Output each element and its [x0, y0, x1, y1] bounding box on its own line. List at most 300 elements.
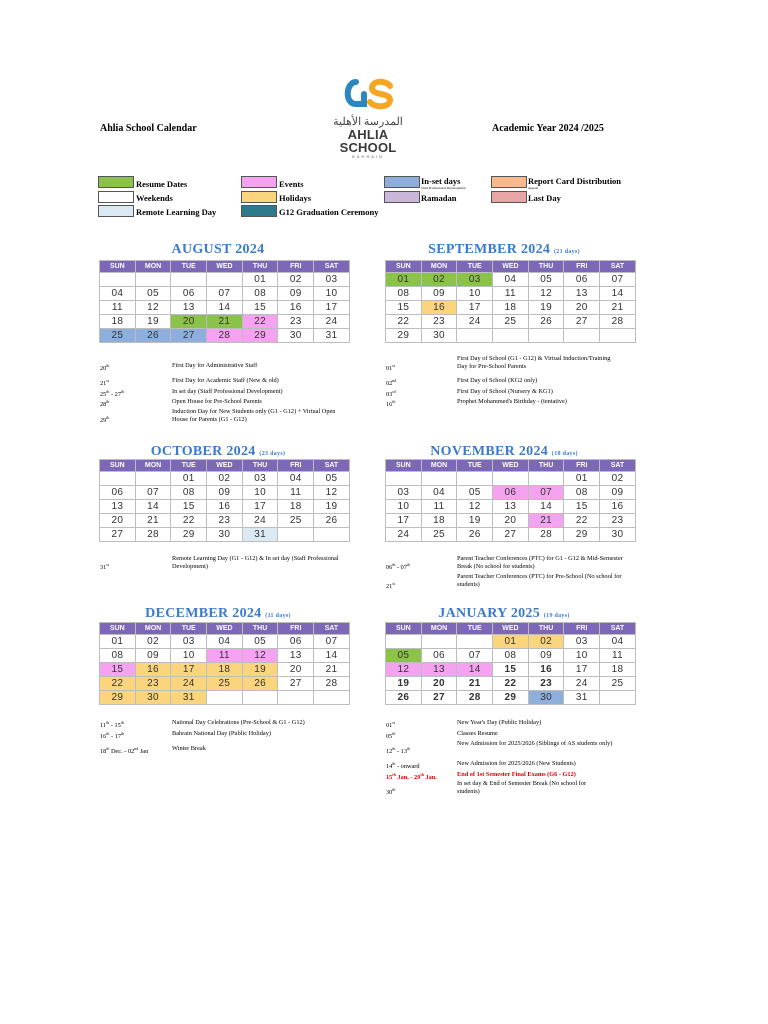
- legend-swatch-ramadan: [384, 191, 420, 203]
- note-date: 05th: [386, 731, 396, 741]
- week-row: [386, 273, 636, 287]
- weekday-header: SUN: [386, 460, 422, 472]
- day-cell: 07: [135, 486, 171, 500]
- calendar-december: [99, 622, 350, 705]
- day-cell: 15: [564, 500, 600, 514]
- day-cell: 15: [171, 500, 207, 514]
- note-text: New Admission for 2025/2026 (New Students): [457, 760, 576, 767]
- day-cell: 19: [314, 500, 350, 514]
- day-cell: 01: [171, 472, 207, 486]
- weekday-header: MON: [421, 623, 457, 635]
- note-date: 31st: [100, 562, 109, 572]
- note-date: 16th: [386, 399, 396, 409]
- month-days-count: (18 days): [551, 451, 578, 457]
- day-cell: 14: [314, 649, 350, 663]
- day-cell: 04: [493, 273, 529, 287]
- legend-swatch-resume: [98, 176, 134, 188]
- day-cell: 10: [386, 500, 422, 514]
- day-cell: 09: [600, 486, 636, 500]
- day-cell: 14: [207, 301, 243, 315]
- week-row: [100, 486, 350, 500]
- day-cell: 07: [600, 273, 636, 287]
- day-cell: 17: [314, 301, 350, 315]
- day-cell: 22: [564, 514, 600, 528]
- week-row: [100, 329, 350, 343]
- weekday-header: SAT: [314, 460, 350, 472]
- legend-label-resume: Resume Dates: [136, 179, 188, 189]
- calendar-october: [99, 459, 350, 542]
- day-cell: 20: [493, 514, 529, 528]
- day-cell: 31: [171, 691, 207, 705]
- day-cell: 08: [242, 287, 278, 301]
- day-cell: 03: [564, 635, 600, 649]
- day-cell: 06: [564, 273, 600, 287]
- day-cell: [278, 528, 314, 542]
- day-cell: 25: [493, 315, 529, 329]
- day-cell: 06: [171, 287, 207, 301]
- day-cell: 21: [457, 677, 493, 691]
- weekday-header: FRI: [278, 460, 314, 472]
- day-cell: 07: [457, 649, 493, 663]
- day-cell: 11: [100, 301, 136, 315]
- day-cell: 14: [135, 500, 171, 514]
- day-cell: [207, 273, 243, 287]
- weekday-header: FRI: [564, 460, 600, 472]
- weekday-header: WED: [207, 261, 243, 273]
- day-cell: [564, 329, 600, 343]
- day-cell: 30: [421, 329, 457, 343]
- day-cell: 05: [242, 635, 278, 649]
- day-cell: 11: [600, 649, 636, 663]
- day-cell: 23: [421, 315, 457, 329]
- note-text: Induction Day for New Students only (G1 - G12) + Virtual Open House for Parents (G1 - G12): [172, 408, 336, 423]
- day-cell: 12: [242, 649, 278, 663]
- day-cell: 12: [386, 663, 422, 677]
- day-cell: 14: [457, 663, 493, 677]
- day-cell: 16: [135, 663, 171, 677]
- day-cell: [386, 635, 422, 649]
- weekday-header: THU: [528, 261, 564, 273]
- week-row: [100, 287, 350, 301]
- day-cell: 07: [314, 635, 350, 649]
- day-cell: 17: [171, 663, 207, 677]
- weekday-header: WED: [207, 623, 243, 635]
- day-cell: 01: [100, 635, 136, 649]
- note-text: Open House for Pre-School Parents: [172, 398, 262, 405]
- weekday-header: THU: [242, 261, 278, 273]
- day-cell: 27: [493, 528, 529, 542]
- note-text: First Day for Administrative Staff: [172, 362, 258, 369]
- day-cell: 27: [564, 315, 600, 329]
- day-cell: 17: [457, 301, 493, 315]
- legend-swatch-inset: [384, 176, 420, 188]
- day-cell: 04: [600, 635, 636, 649]
- note-date: 02nd: [386, 378, 397, 388]
- note-date: 14th - onward: [386, 761, 420, 771]
- day-cell: 23: [600, 514, 636, 528]
- day-cell: 13: [278, 649, 314, 663]
- day-cell: 18: [100, 315, 136, 329]
- day-cell: 20: [564, 301, 600, 315]
- day-cell: 01: [564, 472, 600, 486]
- note-text: In set day & End of Semester Break (No school for students): [457, 780, 587, 795]
- day-cell: 01: [242, 273, 278, 287]
- month-name: JANUARY 2025: [438, 606, 541, 621]
- day-cell: 30: [207, 528, 243, 542]
- day-cell: [242, 691, 278, 705]
- week-row: [386, 301, 636, 315]
- legend-label-holidays: Holidays: [279, 193, 312, 203]
- legend-label-graduation: G12 Graduation Ceremony: [279, 207, 379, 217]
- day-cell: 30: [278, 329, 314, 343]
- day-cell: 03: [457, 273, 493, 287]
- day-cell: 10: [242, 486, 278, 500]
- day-cell: [207, 691, 243, 705]
- day-cell: 05: [528, 273, 564, 287]
- month-days-count: (23 days): [259, 451, 286, 457]
- day-cell: 05: [457, 486, 493, 500]
- note-text: First Day of School (Nursery & KG1): [457, 388, 553, 395]
- day-cell: 18: [207, 663, 243, 677]
- day-cell: 29: [493, 691, 529, 705]
- day-cell: 29: [171, 528, 207, 542]
- week-row: [386, 472, 636, 486]
- day-cell: 06: [100, 486, 136, 500]
- note-date: 03rd: [386, 389, 396, 399]
- day-cell: 19: [528, 301, 564, 315]
- day-cell: 17: [564, 663, 600, 677]
- weekday-header: MON: [421, 460, 457, 472]
- day-cell: 03: [386, 486, 422, 500]
- note-date: 21st: [386, 581, 395, 591]
- legend-swatch-graduation: [241, 205, 277, 217]
- legend-swatch-events: [241, 176, 277, 188]
- day-cell: 24: [564, 677, 600, 691]
- day-cell: 25: [278, 514, 314, 528]
- week-row: [386, 315, 636, 329]
- note-text: First Day for Academic Staff (New & old): [172, 377, 279, 384]
- school-logo: [328, 78, 408, 159]
- day-cell: 02: [528, 635, 564, 649]
- weekday-header: MON: [135, 623, 171, 635]
- legend-swatch-lastday: [491, 191, 527, 203]
- day-cell: 12: [135, 301, 171, 315]
- day-cell: 29: [564, 528, 600, 542]
- day-cell: 20: [278, 663, 314, 677]
- day-cell: 03: [171, 635, 207, 649]
- week-row: [100, 315, 350, 329]
- weekday-header: FRI: [278, 261, 314, 273]
- day-cell: 11: [207, 649, 243, 663]
- day-cell: 13: [421, 663, 457, 677]
- note-date: 16th - 17th: [100, 731, 125, 741]
- month-name: NOVEMBER 2024: [430, 444, 549, 459]
- day-cell: [457, 635, 493, 649]
- calendar-september: [385, 260, 636, 343]
- day-cell: 27: [171, 329, 207, 343]
- weekday-header: FRI: [564, 623, 600, 635]
- weekday-header: TUE: [171, 460, 207, 472]
- week-row: [386, 514, 636, 528]
- day-cell: 29: [386, 329, 422, 343]
- day-cell: 29: [242, 329, 278, 343]
- day-cell: [528, 329, 564, 343]
- weekday-header: THU: [242, 623, 278, 635]
- weekday-header: TUE: [171, 261, 207, 273]
- day-cell: 07: [207, 287, 243, 301]
- note-text: New Admission for 2025/2026 (Siblings of AS students only): [457, 740, 613, 747]
- weekday-header: SUN: [100, 623, 136, 635]
- day-cell: 22: [493, 677, 529, 691]
- day-cell: [421, 472, 457, 486]
- weekday-header: TUE: [457, 460, 493, 472]
- day-cell: 22: [242, 315, 278, 329]
- day-cell: 08: [100, 649, 136, 663]
- day-cell: 02: [207, 472, 243, 486]
- day-cell: 10: [314, 287, 350, 301]
- day-cell: 02: [278, 273, 314, 287]
- calendar-title: Ahlia School Calendar: [100, 123, 197, 134]
- legend-swatch-report: [491, 176, 527, 188]
- day-cell: 19: [457, 514, 493, 528]
- day-cell: [314, 691, 350, 705]
- note-text: Parent Teacher Conferences (PTC) for Pre-School (No school for students): [457, 573, 622, 588]
- day-cell: 17: [386, 514, 422, 528]
- day-cell: 28: [314, 677, 350, 691]
- day-cell: 28: [207, 329, 243, 343]
- month-name: DECEMBER 2024: [145, 606, 262, 621]
- month-name: SEPTEMBER 2024: [428, 242, 551, 257]
- day-cell: 02: [421, 273, 457, 287]
- week-row: [100, 273, 350, 287]
- note-date: 20th: [100, 363, 110, 373]
- week-row: [100, 472, 350, 486]
- day-cell: 01: [493, 635, 529, 649]
- day-cell: 04: [421, 486, 457, 500]
- day-cell: [600, 329, 636, 343]
- day-cell: 22: [100, 677, 136, 691]
- weekday-header: SAT: [314, 261, 350, 273]
- day-cell: 03: [314, 273, 350, 287]
- note-text: Bahrain National Day (Public Holiday): [172, 730, 271, 737]
- day-cell: 06: [493, 486, 529, 500]
- weekday-header: SUN: [100, 261, 136, 273]
- week-row: [100, 635, 350, 649]
- day-cell: [386, 472, 422, 486]
- day-cell: 24: [314, 315, 350, 329]
- legend-label-ramadan: Ramadan: [421, 193, 457, 203]
- month-name: AUGUST 2024: [171, 242, 265, 257]
- note-date: 12th - 13th: [386, 746, 411, 756]
- day-cell: [100, 472, 136, 486]
- day-cell: [493, 472, 529, 486]
- day-cell: 26: [386, 691, 422, 705]
- day-cell: 21: [135, 514, 171, 528]
- day-cell: 28: [600, 315, 636, 329]
- day-cell: 26: [314, 514, 350, 528]
- week-row: [100, 677, 350, 691]
- week-row: [386, 528, 636, 542]
- day-cell: 08: [171, 486, 207, 500]
- week-row: [386, 500, 636, 514]
- week-row: [386, 663, 636, 677]
- note-date: 25th - 27th: [100, 389, 125, 399]
- weekday-header: FRI: [564, 261, 600, 273]
- day-cell: 24: [171, 677, 207, 691]
- weekday-header: WED: [493, 623, 529, 635]
- day-cell: [457, 472, 493, 486]
- day-cell: 13: [493, 500, 529, 514]
- day-cell: 05: [386, 649, 422, 663]
- calendar-january: [385, 622, 636, 705]
- week-row: [100, 500, 350, 514]
- day-cell: [528, 472, 564, 486]
- day-cell: 09: [278, 287, 314, 301]
- day-cell: [314, 528, 350, 542]
- week-row: [100, 301, 350, 315]
- logo-arabic-text: المدرسة الأهلية: [333, 116, 403, 128]
- day-cell: [600, 691, 636, 705]
- note-date: 18th Dec. - 02nd Jan: [100, 746, 149, 756]
- day-cell: 10: [457, 287, 493, 301]
- day-cell: 05: [135, 287, 171, 301]
- day-cell: 28: [457, 691, 493, 705]
- weekday-header: WED: [207, 460, 243, 472]
- day-cell: 09: [421, 287, 457, 301]
- note-text: Winter Break: [172, 745, 206, 752]
- legend-swatch-weekends: [98, 191, 134, 203]
- note-date: 21st: [100, 378, 109, 388]
- month-title-november: [385, 444, 623, 460]
- weekday-header: SAT: [600, 460, 636, 472]
- day-cell: 20: [421, 677, 457, 691]
- day-cell: 21: [528, 514, 564, 528]
- day-cell: 20: [100, 514, 136, 528]
- day-cell: 22: [171, 514, 207, 528]
- week-row: [386, 649, 636, 663]
- day-cell: 15: [493, 663, 529, 677]
- day-cell: 20: [171, 315, 207, 329]
- weekday-header: SAT: [314, 623, 350, 635]
- day-cell: 16: [528, 663, 564, 677]
- note-date: 28th: [100, 399, 110, 409]
- logo-mark-icon: [342, 78, 394, 110]
- day-cell: 26: [135, 329, 171, 343]
- note-text: First Day of School (G1 - G12) & Virtual Induction/Training Day for Pre-School Parents: [457, 355, 611, 370]
- day-cell: 25: [100, 329, 136, 343]
- day-cell: 18: [493, 301, 529, 315]
- day-cell: 15: [242, 301, 278, 315]
- day-cell: 26: [242, 677, 278, 691]
- logo-english-text: AHLIA SCHOOL: [339, 127, 397, 155]
- day-cell: [100, 273, 136, 287]
- note-text: Remote Learning Day (G1 - G12) & In set day (Staff Professional Development): [172, 555, 339, 570]
- day-cell: 29: [100, 691, 136, 705]
- day-cell: 08: [386, 287, 422, 301]
- month-title-december: [99, 606, 337, 622]
- legend-swatch-remote: [98, 205, 134, 217]
- weekday-header: TUE: [457, 623, 493, 635]
- day-cell: 23: [278, 315, 314, 329]
- day-cell: 17: [242, 500, 278, 514]
- day-cell: 12: [457, 500, 493, 514]
- day-cell: [278, 691, 314, 705]
- week-row: [386, 691, 636, 705]
- day-cell: 31: [564, 691, 600, 705]
- day-cell: 10: [171, 649, 207, 663]
- weekday-header: MON: [135, 460, 171, 472]
- week-row: [100, 649, 350, 663]
- day-cell: 18: [278, 500, 314, 514]
- day-cell: 06: [278, 635, 314, 649]
- day-cell: 09: [135, 649, 171, 663]
- day-cell: 25: [207, 677, 243, 691]
- month-title-august: [99, 242, 337, 258]
- day-cell: 03: [242, 472, 278, 486]
- calendar-november: [385, 459, 636, 542]
- legend-sublabel-report: Appeal: [528, 186, 539, 190]
- month-days-count: (21 days): [554, 249, 580, 255]
- note-date: 15th Jan. - 29th Jan.: [386, 772, 437, 782]
- day-cell: 28: [135, 528, 171, 542]
- day-cell: [421, 635, 457, 649]
- day-cell: 21: [314, 663, 350, 677]
- note-date: 06th - 07th: [386, 562, 411, 572]
- day-cell: 27: [421, 691, 457, 705]
- logo-sub-text: BAHRAIN: [352, 154, 384, 159]
- day-cell: 05: [314, 472, 350, 486]
- week-row: [100, 663, 350, 677]
- day-cell: 26: [528, 315, 564, 329]
- day-cell: 23: [135, 677, 171, 691]
- day-cell: 14: [528, 500, 564, 514]
- day-cell: 30: [135, 691, 171, 705]
- day-cell: [135, 273, 171, 287]
- month-title-october: [99, 444, 337, 460]
- note-text: Parent Teacher Conferences (PTC) for G1 - G12 & Mid-Semester Break (No school for students): [457, 555, 623, 570]
- calendar-august: [99, 260, 350, 343]
- day-cell: 31: [242, 528, 278, 542]
- day-cell: 16: [207, 500, 243, 514]
- note-text: New Year's Day (Public Holiday): [457, 719, 542, 726]
- day-cell: 15: [100, 663, 136, 677]
- day-cell: 27: [278, 677, 314, 691]
- day-cell: 04: [278, 472, 314, 486]
- legend-label-inset: In-set days: [421, 176, 461, 186]
- day-cell: 07: [528, 486, 564, 500]
- legend-label-weekends: Weekends: [136, 193, 173, 203]
- day-cell: 31: [314, 329, 350, 343]
- week-row: [100, 528, 350, 542]
- day-cell: 30: [600, 528, 636, 542]
- weekday-header: SAT: [600, 261, 636, 273]
- day-cell: 18: [600, 663, 636, 677]
- day-cell: [457, 329, 493, 343]
- day-cell: 28: [528, 528, 564, 542]
- weekday-header: SUN: [386, 261, 422, 273]
- note-date: 01st: [386, 720, 395, 730]
- academic-year-title: Academic Year 2024 /2025: [492, 123, 604, 134]
- month-title-january: [385, 606, 623, 622]
- week-row: [386, 486, 636, 500]
- month-title-september: [385, 242, 623, 258]
- note-date: 30th: [386, 787, 396, 797]
- day-cell: 25: [600, 677, 636, 691]
- day-cell: 04: [207, 635, 243, 649]
- day-cell: 13: [171, 301, 207, 315]
- day-cell: 19: [135, 315, 171, 329]
- legend-label-events: Events: [279, 179, 304, 189]
